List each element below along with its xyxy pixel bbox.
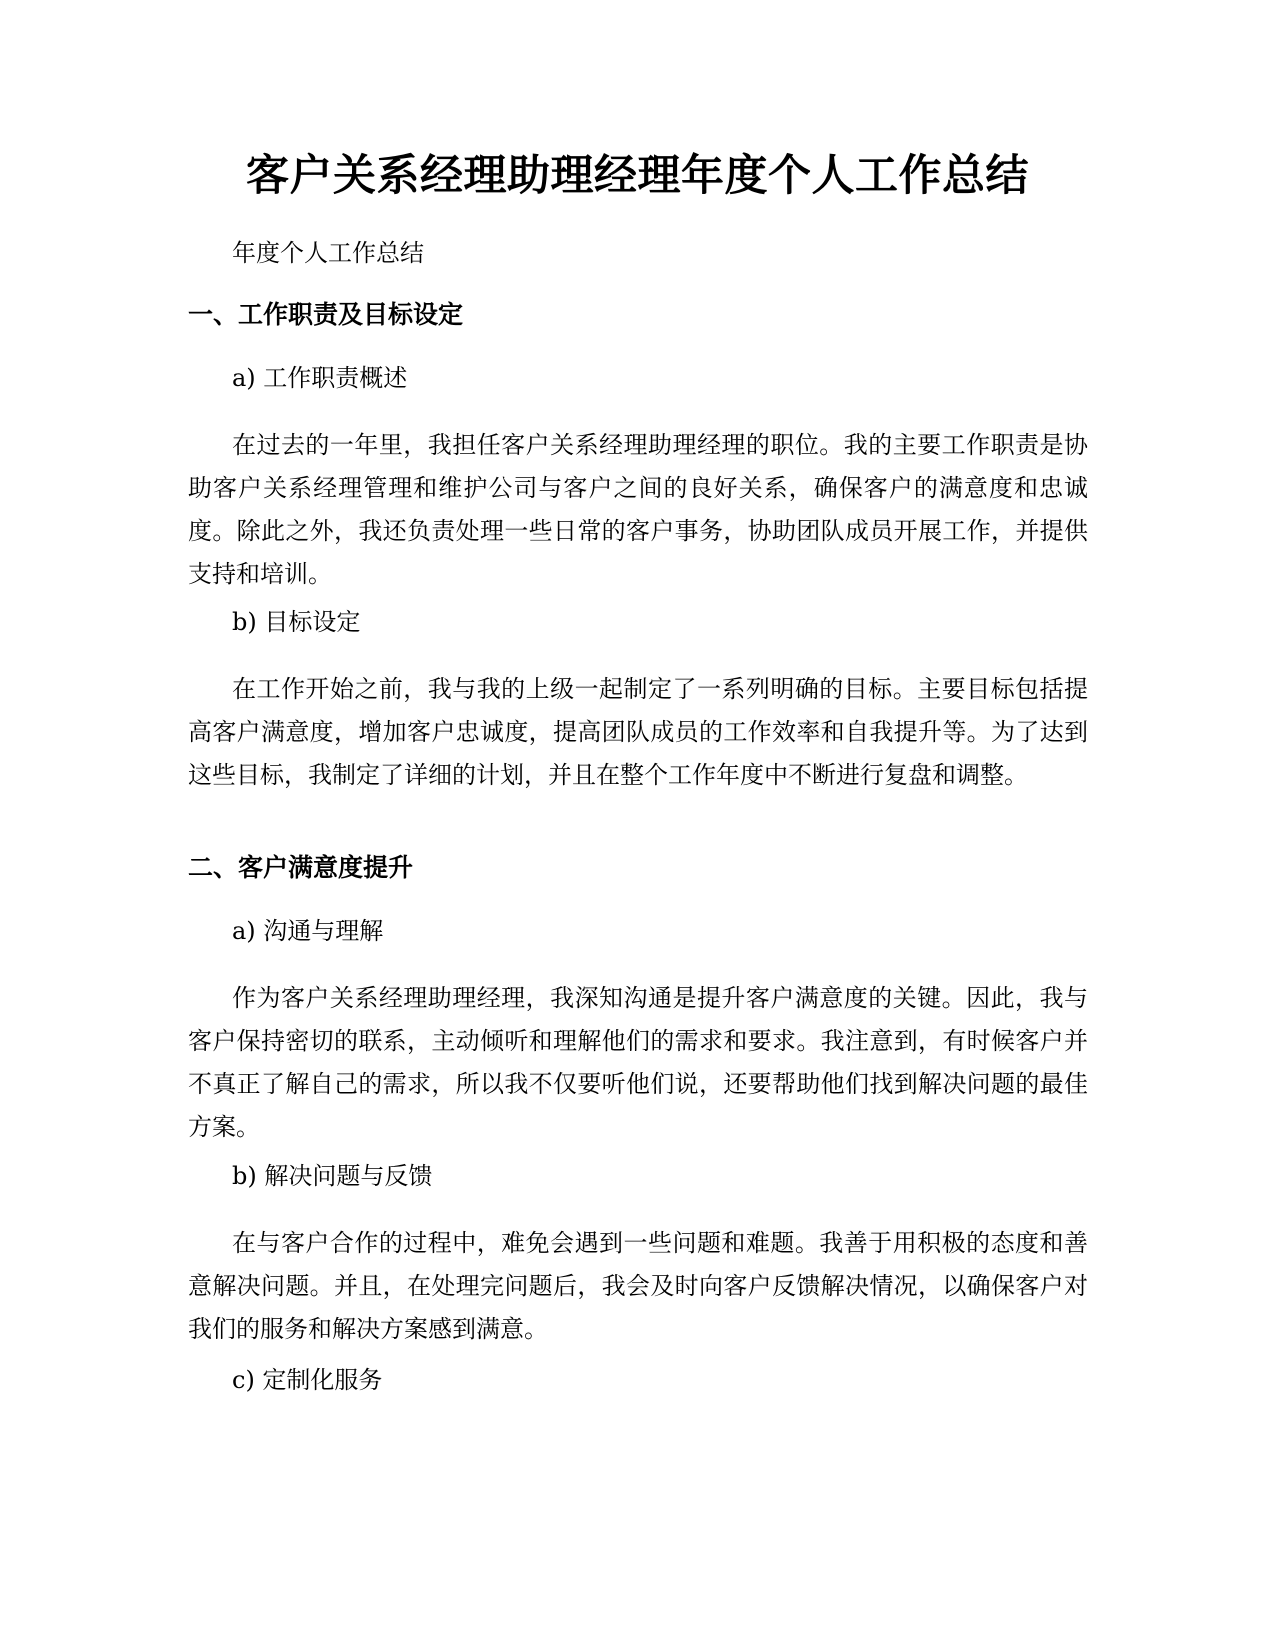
- subsection-label-2c: c) 定制化服务: [232, 1366, 383, 1394]
- paragraph-2b: 在与客户合作的过程中，难免会遇到一些问题和难题。我善于用积极的态度和善意解决问题。并且，在处理完问题后，我会及时向客户反馈解决情况，以确保客户对我们的服务和解决方案感到满意。: [188, 1229, 1088, 1343]
- subsection-label-1a: a) 工作职责概述: [232, 364, 408, 392]
- subsection-label-1b: b) 目标设定: [232, 608, 361, 636]
- paragraph-1a: 在过去的一年里，我担任客户关系经理助理经理的职位。我的主要工作职责是协助客户关系经理管理和维护公司与客户之间的良好关系，确保客户的满意度和忠诚度。除此之外，我还负责处理一些日常的客户事务，协助团队成员开展工作，并提供支持和培训。: [188, 431, 1088, 588]
- intro-text: 年度个人工作总结: [232, 239, 424, 267]
- subsection-label-2a: a) 沟通与理解: [232, 917, 384, 945]
- paragraph-1b: 在工作开始之前，我与我的上级一起制定了一系列明确的目标。主要目标包括提高客户满意度，增加客户忠诚度，提高团队成员的工作效率和自我提升等。为了达到这些目标，我制定了详细的计划，并且在整个工作年度中不断进行复盘和调整。: [188, 675, 1088, 789]
- subsection-label-2b: b) 解决问题与反馈: [232, 1162, 433, 1190]
- section-heading-1: 一、工作职责及目标设定: [188, 300, 464, 329]
- paragraph-2a: 作为客户关系经理助理经理，我深知沟通是提升客户满意度的关键。因此，我与客户保持密切的联系，主动倾听和理解他们的需求和要求。我注意到，有时候客户并不真正了解自己的需求，所以我不仅要听他们说，还要帮助他们找到解决问题的最佳方案。: [188, 984, 1088, 1141]
- document-title: 客户关系经理助理经理年度个人工作总结: [246, 151, 1029, 201]
- section-heading-2: 二、客户满意度提升: [188, 853, 414, 882]
